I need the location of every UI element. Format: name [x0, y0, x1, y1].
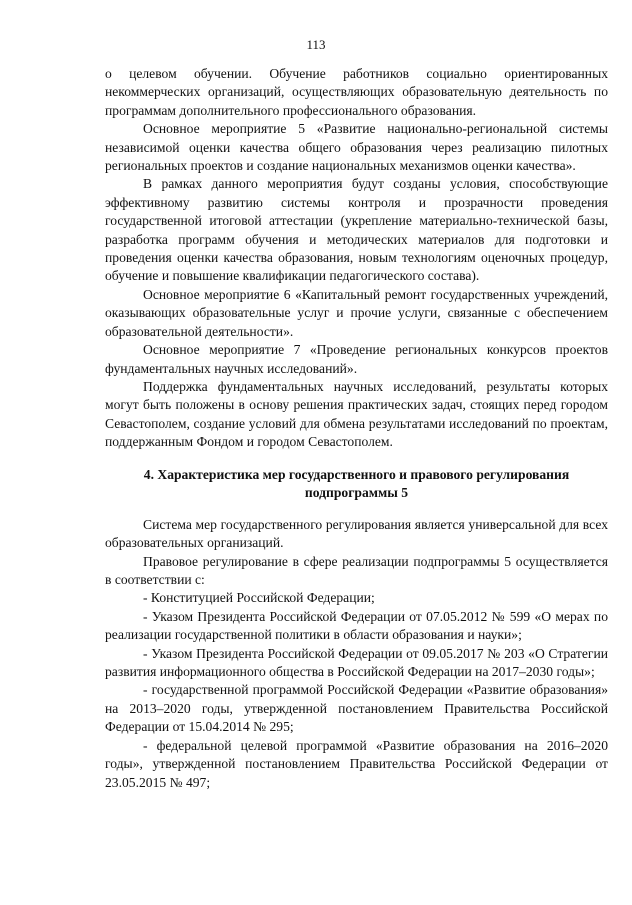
paragraph: Основное мероприятие 6 «Капитальный ремонт государственных учреждений, оказывающих образовательные услуг и прочие услуги, связанные с обеспечением образовательной деятельности».: [105, 286, 608, 339]
paragraph: Основное мероприятие 7 «Проведение региональных конкурсов проектов фундаментальных научных исследований».: [105, 342, 608, 376]
list-item: - Указом Президента Российской Федерации от 07.05.2012 № 599 «О мерах по реализации государственной политики в области образования и науки»;: [105, 608, 608, 643]
paragraph: Основное мероприятие 5 «Развитие национально-региональной системы независимой оценки качества общего образования через реализацию пилотных региональных проектов и создание национальных механизмов оценки качества».: [105, 121, 608, 174]
paragraph: Поддержка фундаментальных научных исследований, результаты которых могут быть положены в основу решения практических задач, стоящих перед городом Севастополем, создание условий для обмена результатами исследований по проектам, поддержанным Фондом и городом Севастополем.: [105, 378, 608, 450]
section-heading-line-2: подпрограммы 5: [304, 485, 409, 501]
paragraph: Система мер государственного регулирования является универсальной для всех образовательных организаций.: [105, 516, 608, 551]
paragraph: В рамках данного мероприятия будут созданы условия, способствующие эффективному развитию системы контроля и прозрачности проведения государственной итоговой аттестации (укрепление материально-технической базы, разработка программ обучения и методических материалов для подготовки и проведения оценки качества образования, новым технологиям оценочных процедур, обучение и повышение квалификации педагогического состава).: [105, 176, 608, 284]
list-item: - федеральной целевой программой «Развитие образования на 2016–2020 годы», утвержденной постановлением Правительства Российской Федерации от 23.05.2015 № 497;: [105, 737, 608, 790]
page-number: 113: [306, 37, 326, 52]
list-item: - Конституцией Российской Федерации;: [143, 590, 375, 606]
list-item: - Указом Президента Российской Федерации от 09.05.2017 № 203 «О Стратегии развития информационного общества в Российской Федерации на 2017–2030 годы»;: [105, 645, 608, 680]
top-text-block: [105, 65, 608, 452]
section-heading-line-1: 4. Характеристика мер государственного и правового регулирования: [143, 467, 570, 482]
list-item: - государственной программой Российской Федерации «Развитие образования» на 2013–2020 годы, утвержденной постановлением Правительства Российской Федерации от 15.04.2014 № 295;: [105, 682, 608, 735]
section-4: [105, 466, 608, 792]
section-heading: [105, 466, 608, 503]
paragraph: о целевом обучении. Обучение работников социально ориентированных некоммерческих организаций, осуществляющих образовательную деятельность по программам дополнительного профессионального образования.: [105, 66, 608, 118]
paragraph: Правовое регулирование в сфере реализации подпрограммы 5 осуществляется в соответствии с:: [105, 553, 608, 588]
